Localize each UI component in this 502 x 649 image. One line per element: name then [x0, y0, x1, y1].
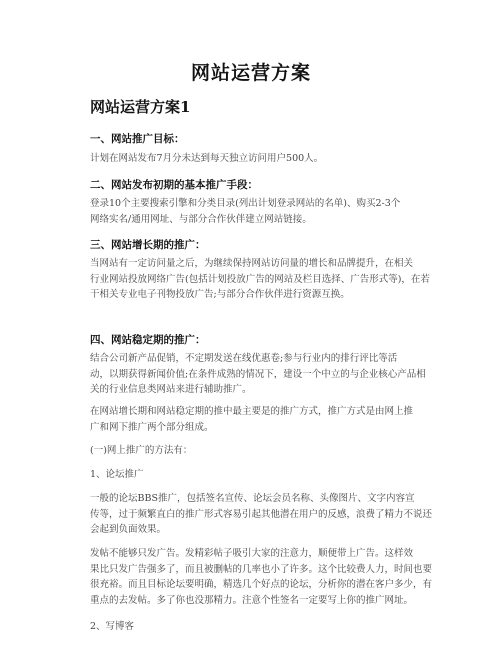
- paragraph-line: 干相关专业电子刊物投放广告;与部分合作伙伴进行资源互换。: [90, 289, 350, 300]
- paragraph: [90, 546, 433, 608]
- paragraph: [90, 151, 422, 167]
- heading-initial: 二、网站发布初期的基本推广手段：: [90, 179, 258, 191]
- paragraph-line: 关的行业信息类网站来进行辅助推广。: [90, 384, 252, 395]
- paragraph-line: (一)网上推广的方法有：: [90, 445, 193, 456]
- paragraph: [90, 404, 422, 435]
- section-title: 网站运营方案1: [90, 98, 191, 116]
- paragraph: [90, 256, 430, 303]
- paragraph-line: 传等，过于频繁直白的推广形式容易引起其他潜在用户的反感，浪费了精力不说还: [90, 508, 433, 520]
- paragraph: [90, 443, 422, 459]
- paragraph-line: 会起到负面效果。: [90, 524, 167, 535]
- paragraph-line: 网络实名/通用网址、与部分合作伙伴建立网站链接。: [90, 213, 312, 225]
- paragraph-line: 结合公司新产品促销，不定期发送在线优惠卷;参与行业内的排行评比等活: [90, 353, 398, 364]
- paragraph-line: 广和网下推广两个部分组成。: [90, 421, 214, 433]
- paragraph-line: 计划在网站发布7月分未达到每天独立访问用户500人。: [90, 153, 324, 164]
- paragraph-line: 重点的去发帖。多了你也没那精力。注意个性签名一定要写上你的推广网址。: [90, 594, 414, 606]
- paragraph-line: 登录10个主要搜索引擎和分类目录(列出计划登录网站的名单)、购买2-3个: [90, 198, 401, 209]
- paragraph-line: 1、论坛推广: [90, 469, 144, 480]
- paragraph: [90, 196, 422, 227]
- paragraph-line: 行业网站投放网络广告(包括计划投放广告的网站及栏目选择、广告形式等)，在若: [90, 273, 430, 285]
- paragraph-line: 动，以期获得新闻价值;在条件成熟的情况下，建设一个中立的与企业核心产品相: [90, 368, 426, 380]
- paragraph: [90, 351, 426, 398]
- paragraph-line: 发帖不能够只发广告。发精彩帖子吸引大家的注意力，顺便带上广告。这样效: [90, 548, 414, 559]
- paragraph-line: 很充裕。而且目标论坛要明确，精选几个好点的论坛，分析你的潜在客户多少，有: [90, 579, 433, 590]
- heading-stable: 四、网站稳定期的推广：: [90, 334, 206, 346]
- paragraph-line: 一般的论坛BBS推广，包括签名宣传、论坛会员名称、头像图片、文字内容宣: [90, 493, 415, 504]
- paragraph: [90, 467, 422, 483]
- paragraph: [90, 491, 433, 538]
- paragraph-line: 当网站有一定访问量之后，为继续保持网站访问量的增长和品牌提升，在相关: [90, 258, 414, 269]
- paragraph-line: 2、写博客: [90, 621, 135, 632]
- paragraph: [90, 619, 422, 635]
- document-title: 网站运营方案: [190, 62, 311, 84]
- paragraph-line: 果比只发广告强多了，而且被删帖的几率也小了许多。这个比较费人力，时间也要: [90, 563, 433, 575]
- heading-growth: 三、网站增长期的推广：: [90, 239, 206, 251]
- paragraph-line: 在网站增长期和网站稳定期的推中最主要是的推广方式，推广方式是由网上推: [90, 406, 414, 417]
- heading-goal: 一、网站推广目标：: [90, 133, 185, 145]
